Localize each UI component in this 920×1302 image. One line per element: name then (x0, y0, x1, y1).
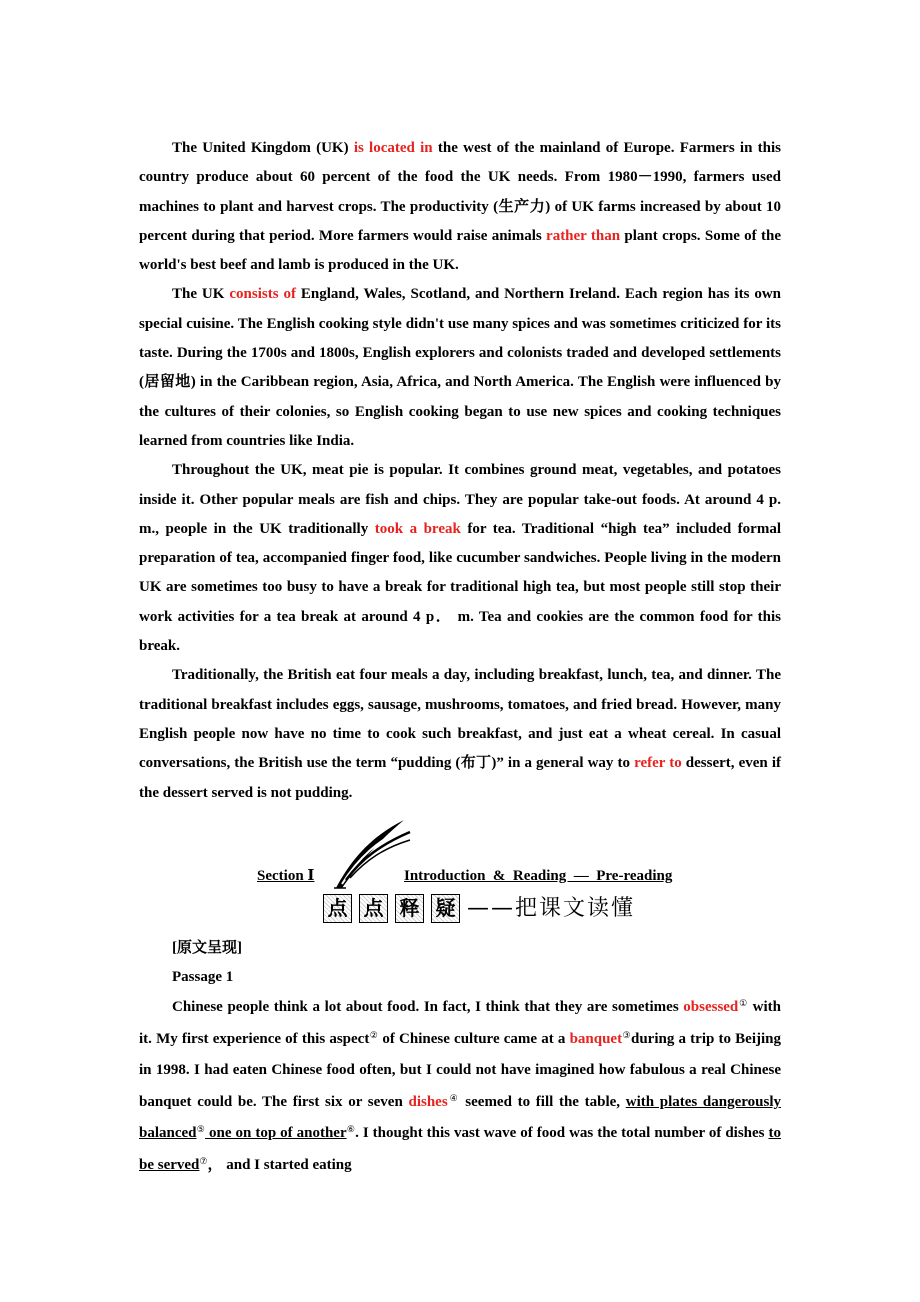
highlight-phrase: took a break (374, 520, 461, 537)
text-run: The United Kingdom (UK) (172, 140, 354, 156)
paragraph-uk-meals (139, 456, 781, 661)
note-marker: ① (738, 998, 749, 1009)
note-marker: ② (369, 1029, 379, 1040)
text-run: Chinese people think a lot about food. In fact, I think that they are sometimes (172, 999, 684, 1016)
underlined-phrase: with plates dangerously balanced (139, 1093, 782, 1142)
paragraph-uk-location (139, 134, 781, 280)
text-run: ， and I started eating (207, 1156, 352, 1173)
highlight-phrase: rather than (546, 227, 621, 244)
highlight-phrase: is located in (353, 140, 433, 156)
text-run: seemed to fill the table, (459, 1093, 626, 1110)
feather-swoosh-icon (332, 818, 412, 890)
section-header (139, 818, 781, 894)
document-body (139, 134, 781, 1181)
section-banner (177, 894, 781, 934)
paragraph-uk-traditions (139, 661, 781, 807)
highlight-phrase: refer to (634, 755, 682, 772)
section-label: Section Ⅰ (257, 867, 315, 884)
passage-heading: Passage 1 (172, 969, 234, 986)
vocab-word: dishes (408, 1093, 448, 1110)
text-run: during a trip to Beijing in 1998. I had eaten Chinese food often, but I could not have imagined how fabulous a real Chinese banquet could be. The first six or seven (139, 1030, 781, 1110)
note-marker: ⑥ (346, 1124, 356, 1135)
text-run: with it. My first experience of this aspect (139, 999, 782, 1047)
banner-char-box: 释 (395, 894, 424, 923)
vocab-word: obsessed (683, 999, 739, 1016)
text-run: of Chinese culture came at a (378, 1030, 570, 1047)
text-run: England, Wales, Scotland, and Northern Ireland. Each region has its own special cuisine. The English cooking style didn't use many spices and was sometimes criticized for its taste. During the 1700s and 1800s, English explorers and colonists traded and developed settlements (居留地) in the Caribbean region, Asia, Africa, and North America. The English were influenced by the cultures of their colonies, so English cooking began to use new spices and cooking techniques learned from countries like India. (139, 286, 781, 449)
banner-subtitle: ——把课文读懂 (466, 895, 635, 921)
text-run: plant crops. Some of the world's best beef and lamb is produced in the UK. (139, 227, 781, 274)
note-marker: ⑦ (199, 1155, 208, 1166)
text-run: The UK (172, 286, 230, 303)
banner-char-box: 点 (323, 894, 352, 923)
highlight-phrase: consists of (229, 286, 296, 303)
note-marker: ③ (622, 1029, 631, 1040)
text-run: for tea. Traditional “high tea” included formal preparation of tea, accompanied finger food, like cucumber sandwiches. People living in the modern UK are sometimes too busy to have a break for traditional high tea, but most people still stop their work activities for a tea break at around 4 p． m. Tea and cookies are the common food for this break. (139, 520, 781, 655)
paragraph-uk-regions (139, 280, 781, 456)
original-text-heading: [原文呈现] (172, 939, 242, 956)
text-run: Throughout the UK, meat pie is popular. It combines ground meat, vegetables, and potatoes inside it. Other popular meals are fish and chips. They are popular take-out foods. At around 4 p. m., people in the UK traditionally (139, 462, 781, 537)
text-run: Traditionally, the British eat four meals a day, including breakfast, lunch, tea, and dinner. The traditional breakfast includes eggs, sausage, mushrooms, tomatoes, and fried bread. However, many English people now have no time to cook such breakfast, and just eat a wheat cereal. In casual conversations, the British use the term “pudding (布丁)” in a general way to (139, 667, 781, 772)
note-marker: ⑤ (196, 1124, 206, 1135)
section-title: Introduction & Reading — Pre-reading (404, 867, 673, 884)
text-run: . I thought this vast wave of food was the total number of dishes (355, 1125, 769, 1142)
note-marker: ④ (447, 1092, 460, 1103)
paragraph-passage-1 (139, 992, 781, 1181)
underlined-phrase: one on top of another (205, 1125, 347, 1142)
underlined-phrase: to be served (139, 1125, 781, 1173)
text-run: the west of the mainland of Europe. Farmers in this country produce about 60 percent of the food the UK needs. From 1980－1990, farmers used machines to plant and harvest crops. The productivity (生产力) of UK farms increased by about 10 percent during that period. More farmers would raise animals (139, 140, 781, 244)
banner-char-box: 疑 (431, 894, 460, 923)
banner-char-box: 点 (359, 894, 388, 923)
text-run: dessert, even if the dessert served is not pudding. (139, 755, 781, 801)
vocab-word: banquet (569, 1030, 623, 1047)
